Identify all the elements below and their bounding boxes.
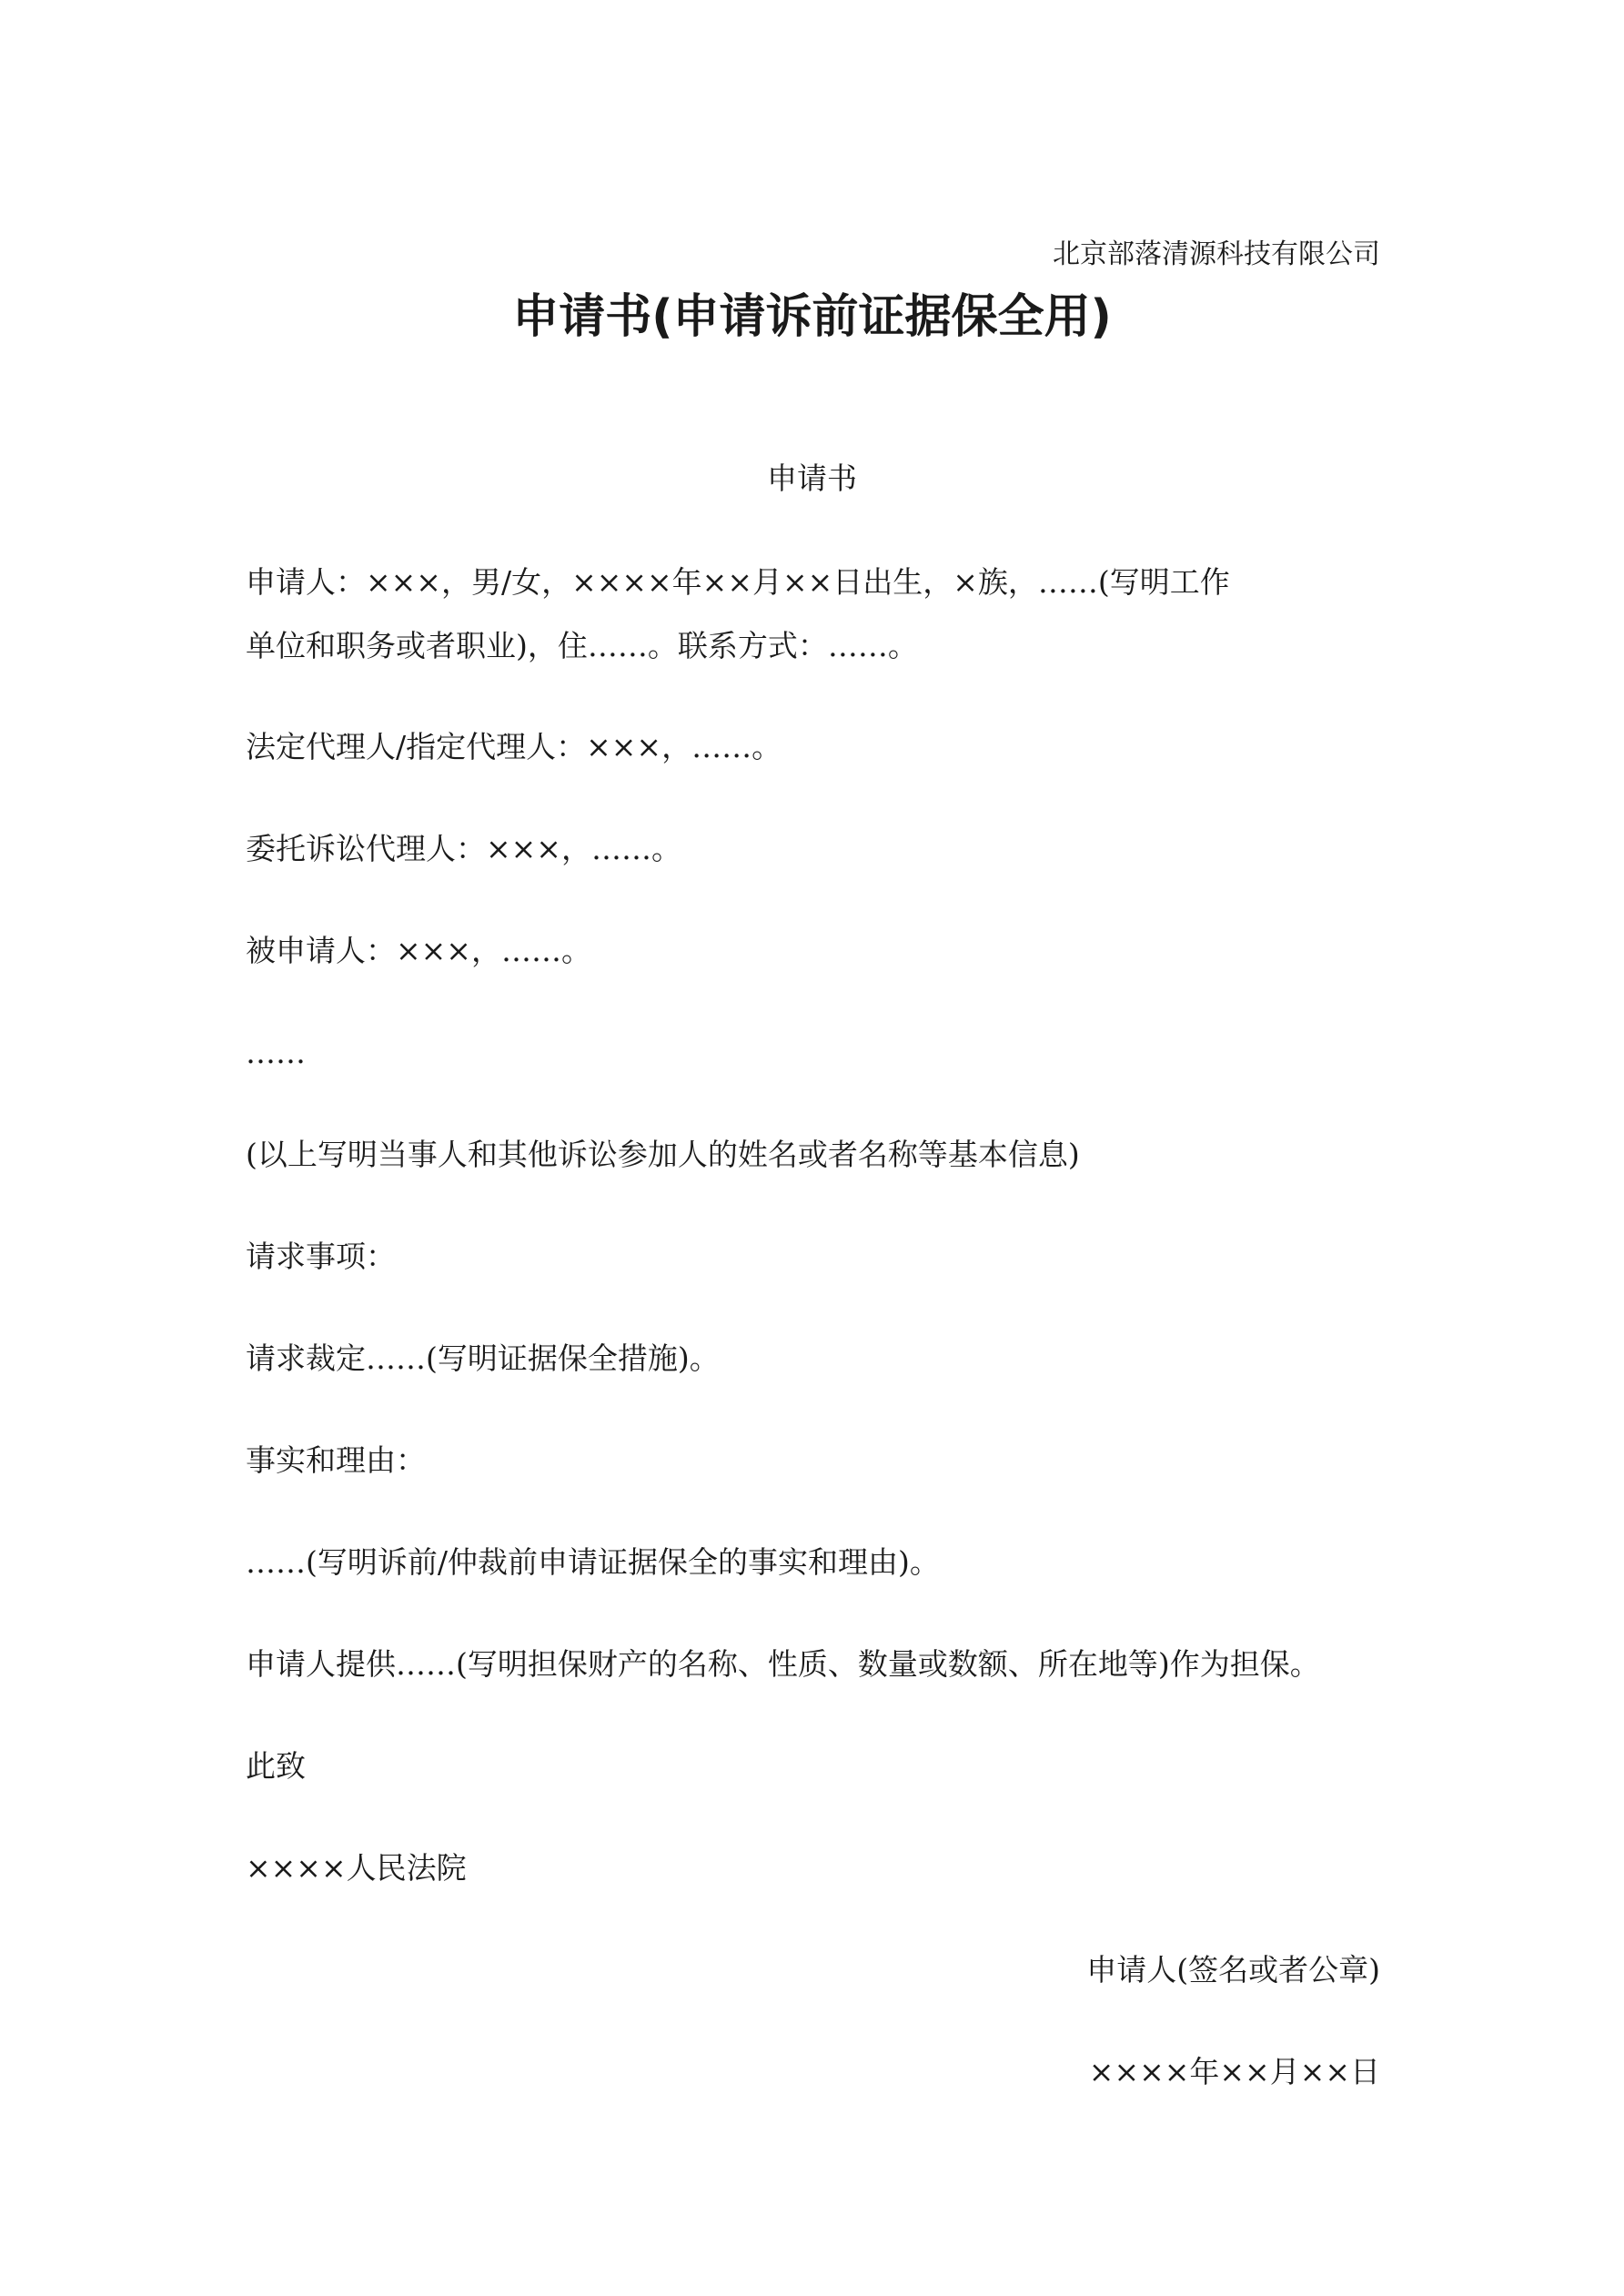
salutation-line: 此致	[246, 1748, 306, 1784]
court-line: ××××人民法院	[246, 1850, 467, 1886]
document-title: 申请书(申请诉前证据保全用)	[512, 290, 1112, 344]
applicant-line-2: 单位和职务或者职业)，住……。联系方式：……。	[246, 628, 918, 663]
legal-agent-line: 法定代理人/指定代理人：×××，……。	[246, 729, 782, 764]
date-line: ××××年××月××日	[1088, 2054, 1380, 2089]
signer-line: 申请人(签名或者公章)	[1086, 1952, 1380, 1988]
guarantee-line: 申请人提供……(写明担保财产的名称、性质、数量或数额、所在地等)作为担保。	[246, 1646, 1320, 1682]
facts-heading: 事实和理由：	[246, 1442, 426, 1478]
company-name: 北京部落清源科技有限公司	[1053, 238, 1380, 270]
ellipsis-line: ……	[246, 1035, 306, 1070]
entrusted-agent-line: 委托诉讼代理人：×××，……。	[246, 831, 681, 866]
claims-heading: 请求事项：	[246, 1239, 396, 1274]
parties-note-line: (以上写明当事人和其他诉讼参加人的姓名或者名称等基本信息)	[246, 1137, 1080, 1172]
respondent-line: 被申请人：×××，……。	[246, 933, 591, 968]
facts-content: ……(写明诉前/仲裁前申请证据保全的事实和理由)。	[246, 1544, 940, 1580]
claims-content: 请求裁定……(写明证据保全措施)。	[246, 1340, 720, 1376]
document-subtitle: 申请书	[767, 460, 857, 496]
applicant-line-1: 申请人：×××，男/女，××××年××月××日出生，×族，……(写明工作	[246, 564, 1230, 600]
